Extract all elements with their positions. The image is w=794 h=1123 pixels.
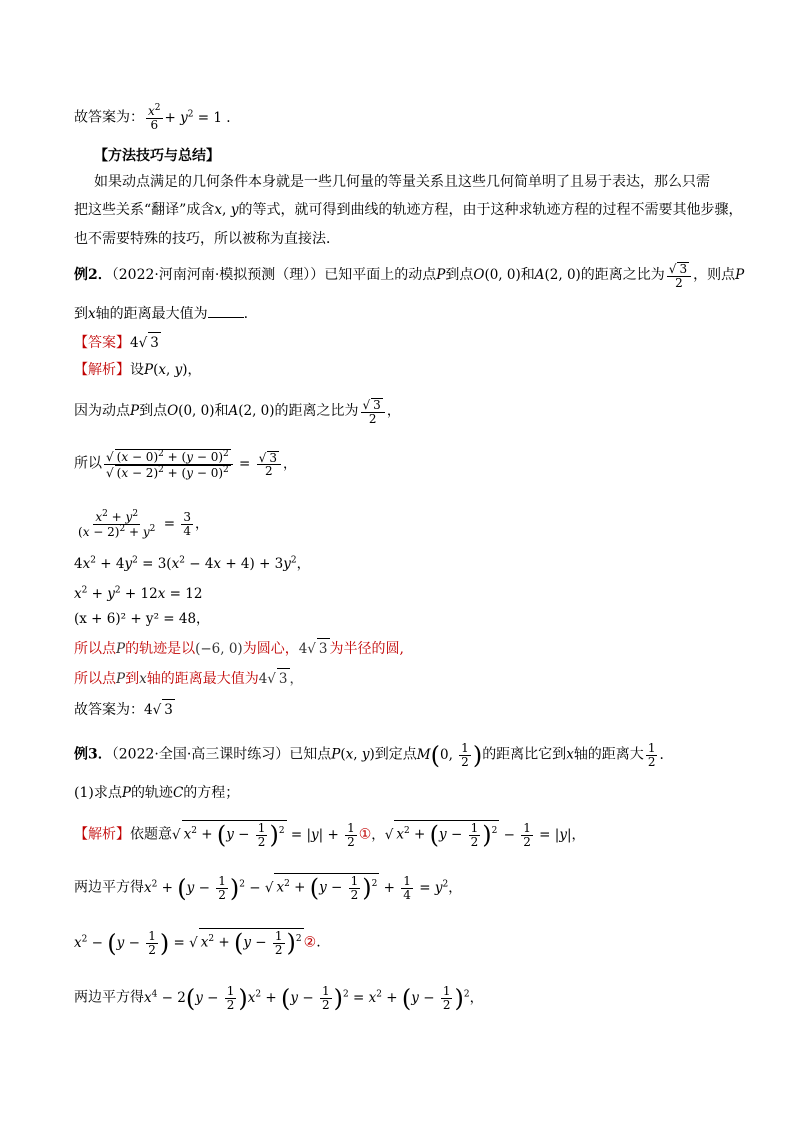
example-3-line bbox=[74, 742, 664, 768]
analysis-label: 【解析】 bbox=[74, 362, 130, 378]
math: x bbox=[214, 202, 222, 218]
text: 到定点 bbox=[374, 746, 417, 763]
solution-line bbox=[74, 638, 404, 659]
math: P(x, y) bbox=[331, 746, 375, 763]
example-label: 例3． bbox=[74, 746, 112, 763]
math: M(0, $\frac{1}{2}$ ) bbox=[416, 741, 483, 770]
answer-line bbox=[74, 104, 231, 132]
math: y bbox=[230, 202, 239, 218]
text: 和 bbox=[520, 267, 535, 284]
math: $x^2 - (y$ − $\frac{1}{2}$ ) = √ $x^2 + (y$ − $\frac{1}{2}$ )$^2$ bbox=[74, 928, 302, 957]
text: 轴的距离最大值为 bbox=[146, 671, 259, 687]
text: 的距离之比为 bbox=[580, 267, 665, 284]
text: 的等式，就可得到曲线的轨迹方程，由于这种求轨迹方程的过程不需要其他步骤， bbox=[238, 202, 743, 218]
analysis-label: 【解析】 bbox=[74, 826, 130, 843]
paragraph-line: 也不需要特殊的技巧，所以被称为直接法． bbox=[74, 231, 340, 247]
text: (1)求点 bbox=[74, 785, 122, 801]
math: $x^2 + y^2 + 12x = 12$ bbox=[74, 585, 203, 602]
math: P bbox=[121, 785, 131, 801]
math: P(x, y)， bbox=[144, 362, 202, 378]
text: 设 bbox=[130, 362, 144, 378]
solution-line bbox=[74, 699, 175, 720]
text: 的距离之比为 bbox=[274, 403, 359, 420]
solution-line bbox=[74, 580, 202, 604]
text: 到点 bbox=[139, 403, 168, 420]
math: $\frac{√ (x - 0)^2 + (y - 0)^2}{√ (x - 2)^2 + (y - 0)^2}$ = $\frac{√ 3}{2}$ ， bbox=[106, 449, 297, 480]
math: 4 bbox=[130, 335, 139, 351]
math: P bbox=[735, 267, 745, 284]
math: A(2, 0) bbox=[534, 267, 581, 284]
solution-line bbox=[74, 398, 400, 425]
math: x bbox=[566, 746, 574, 763]
text: 到点 bbox=[445, 267, 474, 284]
math: $\frac{x^2}{6}$ + $y^2 = 1$ . bbox=[148, 103, 231, 132]
text: 为圆心， bbox=[242, 641, 299, 657]
analysis-line bbox=[74, 820, 585, 848]
math: $\frac{x^2 + y^2}{(x - 2)^2 + y^2}$ = $\frac{3}{4}$ ， bbox=[78, 509, 209, 539]
math: $\frac{√ 3}{2}$ bbox=[665, 267, 693, 283]
text: 所以 bbox=[74, 455, 102, 472]
math: O(0, 0) bbox=[167, 403, 215, 420]
solution-line bbox=[74, 510, 208, 538]
solution-line bbox=[74, 873, 462, 901]
math: C bbox=[172, 785, 184, 801]
example-2-line bbox=[74, 262, 744, 289]
math: √ 3 bbox=[139, 335, 161, 351]
math: $\frac{√ 3}{2}$ ， bbox=[362, 398, 401, 426]
math: (−6, 0) bbox=[195, 641, 243, 657]
text: 把这些关系“翻译”成含 bbox=[74, 202, 215, 218]
solution-line: $x^2 - (y$ − $\frac{1}{2}$ ) = √ $x^2 + (y$ − $\frac{1}{2}$ )$^2$ ②. bbox=[74, 928, 321, 957]
answer-label-line bbox=[74, 332, 161, 353]
text: 轴的距离最大值为 bbox=[95, 306, 208, 322]
math: $x^4 - 2(y$ − $\frac{1}{2}$ )$x^2 + (y$ − $\frac{1}{2}$ )$^2 = x^2 + (y$ − $\frac{1}{2}$ )$^2$， bbox=[144, 983, 484, 1012]
solution-line bbox=[74, 550, 310, 574]
text: 所以点 bbox=[74, 641, 116, 657]
text: 的轨迹是以 bbox=[125, 641, 196, 657]
math: 4√ 3 bbox=[144, 702, 175, 718]
answer-label: 【答案】 bbox=[74, 335, 130, 351]
text: 的方程； bbox=[183, 785, 240, 801]
circled-number: ② bbox=[303, 934, 317, 951]
math: P bbox=[116, 641, 126, 657]
solution-line bbox=[74, 668, 303, 689]
text: 到 bbox=[125, 671, 140, 687]
text: 轴的距离大 bbox=[573, 746, 644, 763]
math: $x^2 + (y$ − $\frac{1}{2}$ )$^2$ − √ $x^2 + (y$ − $\frac{1}{2}$ )$^2$ + $\frac{1}{4}$ = $y^2$， bbox=[144, 873, 462, 902]
math: 4√ 3 ， bbox=[259, 671, 303, 687]
question-line bbox=[74, 783, 239, 803]
math: √ $x^2 + (y$ − $\frac{1}{2}$ )$^2$ = |y| + $\frac{1}{2}$ bbox=[172, 820, 355, 849]
text: 到 bbox=[74, 306, 88, 322]
paragraph-line: 如果动点满足的几何条件本身就是一些几何量的等量关系且这些几何简单明了且易于表达，那么只需 bbox=[94, 174, 710, 190]
answer-blank bbox=[208, 305, 244, 318]
paragraph-line: 把这些关系“翻译”成含x, y的等式，就可得到曲线的轨迹方程，由于这种求轨迹方程的过程不需要其他步骤， bbox=[74, 202, 743, 218]
math: A(2, 0) bbox=[228, 403, 275, 420]
text: 和 bbox=[214, 403, 229, 420]
math: ，√ $x^2 + (y$ − $\frac{1}{2}$ )$^2$ − $\frac{1}{2}$ = |y|， bbox=[371, 820, 586, 849]
analysis-line bbox=[74, 360, 201, 380]
text: 为半径的圆, bbox=[329, 641, 404, 657]
math: P bbox=[116, 671, 126, 687]
text: 所以点 bbox=[74, 671, 116, 687]
text: 的距离比它到 bbox=[482, 746, 567, 763]
solution-line bbox=[74, 984, 483, 1011]
text: 故答案为： bbox=[74, 702, 144, 718]
math: P bbox=[436, 267, 446, 284]
text: 故答案为： bbox=[74, 109, 144, 126]
solution-line bbox=[74, 449, 296, 479]
example-label: 例2． bbox=[74, 267, 112, 284]
math: 4√ 3 bbox=[299, 641, 330, 657]
text: （2022·全国·高三课时练习）已知点 bbox=[111, 746, 332, 763]
example-2-line: 到x轴的距离最大值为 . bbox=[74, 306, 249, 322]
section-heading: 【方法技巧与总结】 bbox=[94, 148, 220, 164]
math: x bbox=[88, 306, 96, 322]
text: 的轨迹 bbox=[130, 785, 173, 801]
text: 两边平方得 bbox=[74, 879, 144, 896]
text: 两边平方得 bbox=[74, 989, 144, 1006]
math: P bbox=[130, 403, 140, 420]
math: O(0, 0) bbox=[473, 267, 521, 284]
text: 因为动点 bbox=[74, 403, 130, 420]
math: $4x^2 + 4y^2 = 3(x^2 - 4x + 4) + 3y^2$， bbox=[74, 555, 311, 572]
text: ，则点 bbox=[693, 267, 736, 284]
text: 依题意 bbox=[130, 826, 172, 843]
math: $\frac{1}{2}$ . bbox=[647, 741, 664, 769]
solution-line: (x + 6)² + y² = 48， bbox=[74, 611, 210, 627]
math: x bbox=[139, 671, 147, 687]
text: （2022·河南河南·模拟预测（理））已知平面上的动点 bbox=[111, 267, 437, 284]
circled-number: ① bbox=[358, 826, 372, 843]
